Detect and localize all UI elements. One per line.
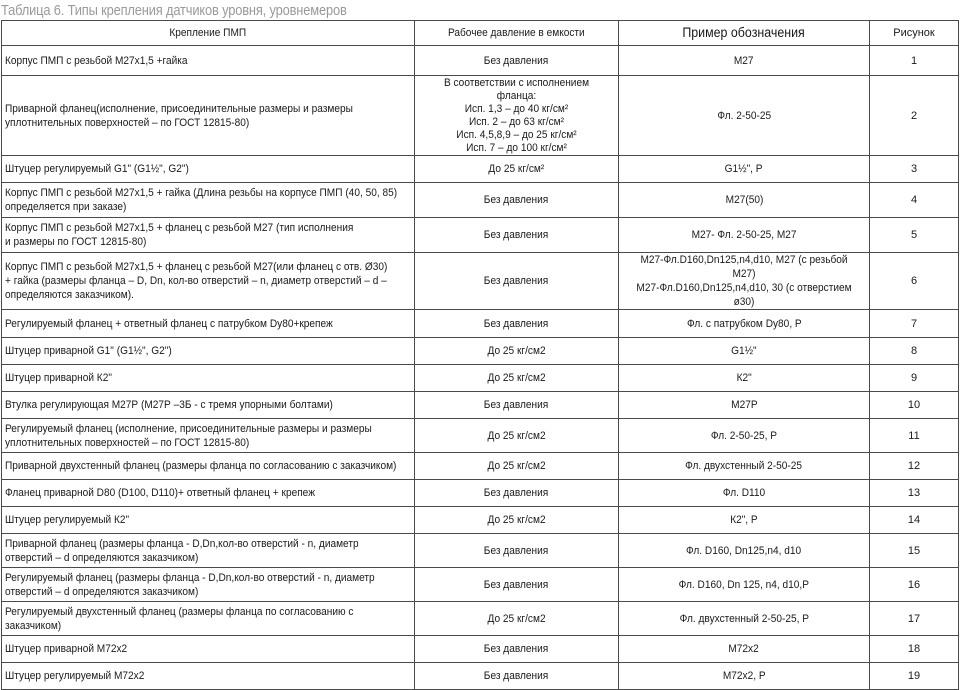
table-row bbox=[2, 568, 959, 602]
table-row bbox=[2, 76, 959, 156]
cell-pressure-line: Без давления bbox=[484, 544, 549, 557]
cell-figure-value: 9 bbox=[910, 372, 918, 384]
cell-pressure bbox=[415, 183, 619, 218]
cell-mount bbox=[2, 419, 415, 453]
cell-example-line: Фл. 2-50-25, Р bbox=[710, 429, 778, 442]
cell-figure bbox=[870, 365, 959, 392]
cell-example bbox=[619, 636, 870, 663]
cell-figure-value: 3 bbox=[910, 163, 918, 175]
cell-pressure-line: Без давления bbox=[484, 487, 549, 499]
cell-mount-line: Корпус ПМП с резьбой М27х1,5 + фланец с резьбой М27 (тип исполнения bbox=[5, 222, 354, 234]
table-row bbox=[2, 507, 959, 534]
cell-mount-line: Приварной двухстенный фланец (размеры фланца по согласованию с заказчиком) bbox=[5, 460, 397, 472]
cell-figure bbox=[870, 568, 959, 602]
cell-mount bbox=[2, 365, 415, 392]
cell-mount bbox=[2, 310, 415, 338]
cell-example-line: М27 bbox=[734, 54, 754, 67]
cell-example-line: Фл. D160, Dn 125, n4, d10,Р bbox=[678, 578, 810, 591]
cell-figure-value: 6 bbox=[910, 275, 918, 287]
cell-mount-line: уплотнительных поверхностей – по ГОСТ 12815-80) bbox=[5, 116, 250, 129]
cell-pressure-line: Без давления bbox=[484, 578, 549, 591]
table-row bbox=[2, 46, 959, 76]
cell-figure-value: 4 bbox=[910, 194, 918, 206]
cell-example bbox=[619, 46, 870, 76]
cell-mount bbox=[2, 507, 415, 534]
cell-figure bbox=[870, 602, 959, 636]
cell-pressure-line: Без давления bbox=[484, 229, 549, 241]
table-row bbox=[2, 156, 959, 183]
cell-mount-line: уплотнительных поверхностей – по ГОСТ 12815-80) bbox=[5, 436, 250, 449]
cell-mount-line: Корпус ПМП с резьбой М27х1,5 +гайка bbox=[5, 54, 188, 67]
cell-mount-line: Втулка регулирующая М27Р (М27Р –3Б - с тремя упорными болтами) bbox=[5, 399, 333, 411]
cell-figure bbox=[870, 480, 959, 507]
cell-figure-value: 1 bbox=[910, 54, 918, 67]
table-row bbox=[2, 338, 959, 365]
cell-mount bbox=[2, 534, 415, 568]
cell-figure-value: 19 bbox=[907, 670, 921, 682]
cell-example-line: G1½", Р bbox=[725, 163, 763, 175]
cell-example bbox=[619, 480, 870, 507]
cell-mount-line: Штуцер приварной К2" bbox=[5, 372, 112, 384]
cell-pressure bbox=[415, 253, 619, 310]
cell-mount-line: Приварной фланец(исполнение, присоединительные размеры и размеры bbox=[5, 102, 353, 115]
header-mount: Крепление ПМП bbox=[2, 21, 415, 46]
cell-mount-line: Регулируемый фланец + ответный фланец с патрубком Dy80+крепеж bbox=[5, 317, 333, 330]
cell-pressure bbox=[415, 218, 619, 253]
cell-mount bbox=[2, 338, 415, 365]
table-body bbox=[2, 46, 959, 690]
cell-mount bbox=[2, 636, 415, 663]
cell-example-line: Фл. 2-50-25 bbox=[717, 109, 771, 122]
cell-figure bbox=[870, 156, 959, 183]
cell-figure bbox=[870, 218, 959, 253]
cell-example-line: М27Р bbox=[730, 399, 758, 411]
cell-mount-line: Регулируемый фланец (размеры фланца - D,Dn,кол-во отверстий - n, диаметр bbox=[5, 571, 375, 584]
mounting-types-table bbox=[1, 20, 959, 690]
cell-example bbox=[619, 392, 870, 419]
cell-figure bbox=[870, 338, 959, 365]
cell-pressure bbox=[415, 636, 619, 663]
cell-mount-line: и размеры по ГОСТ 12815-80) bbox=[5, 236, 147, 248]
cell-pressure bbox=[415, 534, 619, 568]
cell-figure bbox=[870, 636, 959, 663]
cell-figure bbox=[870, 507, 959, 534]
cell-pressure-line: До 25 кг/см2 bbox=[487, 429, 546, 442]
cell-example-line: Фл. D160, Dn125,n4, d10 bbox=[686, 544, 802, 557]
cell-pressure-line: Без давления bbox=[484, 54, 549, 67]
cell-figure-value: 5 bbox=[910, 229, 918, 241]
cell-example-line: Фл. двухстенный 2-50-25, Р bbox=[679, 612, 809, 625]
cell-mount-line: определяются заказчиком). bbox=[5, 289, 134, 301]
table-row bbox=[2, 663, 959, 690]
cell-mount bbox=[2, 253, 415, 310]
cell-pressure-line: Исп. 2 – до 63 кг/см² bbox=[468, 115, 565, 128]
cell-figure bbox=[870, 253, 959, 310]
cell-example bbox=[619, 663, 870, 690]
cell-mount bbox=[2, 218, 415, 253]
cell-mount-line: отверстий – d определяются заказчиком) bbox=[5, 551, 199, 564]
cell-figure bbox=[870, 663, 959, 690]
cell-mount-line: заказчиком) bbox=[5, 619, 62, 632]
cell-mount-line: Приварной фланец (размеры фланца - D,Dn,кол-во отверстий - n, диаметр bbox=[5, 537, 359, 550]
cell-example bbox=[619, 507, 870, 534]
cell-figure bbox=[870, 453, 959, 480]
cell-pressure-line: В соответствии с исполнением фланца: bbox=[443, 76, 590, 102]
cell-pressure bbox=[415, 338, 619, 365]
cell-pressure bbox=[415, 602, 619, 636]
table-row bbox=[2, 419, 959, 453]
table-caption: Таблица 6. Типы крепления датчиков уровня, уровнемеров bbox=[1, 2, 347, 19]
table-row bbox=[2, 218, 959, 253]
cell-mount bbox=[2, 392, 415, 419]
cell-figure-value: 2 bbox=[910, 109, 918, 122]
cell-mount-line: Регулируемый двухстенный фланец (размеры фланца по согласованию с bbox=[5, 605, 354, 618]
cell-mount-line: Корпус ПМП с резьбой М27х1,5 + гайка (Длина резьбы на корпусе ПМП (40, 50, 85) bbox=[5, 187, 398, 199]
cell-figure bbox=[870, 183, 959, 218]
cell-mount bbox=[2, 663, 415, 690]
cell-figure-value: 7 bbox=[910, 317, 918, 330]
table-row bbox=[2, 636, 959, 663]
header-example: Пример обозначения bbox=[619, 21, 870, 46]
cell-example bbox=[619, 218, 870, 253]
cell-pressure-line: До 25 кг/см2 bbox=[487, 460, 546, 472]
cell-mount-line: + гайка (размеры фланца – D, Dn, кол-во отверстий – n, диаметр отверстий – d – bbox=[5, 275, 387, 287]
cell-example-line: К2", Р bbox=[730, 514, 758, 526]
cell-example-line: М27- Фл. 2-50-25, М27 bbox=[691, 229, 797, 241]
table-row bbox=[2, 453, 959, 480]
cell-mount bbox=[2, 76, 415, 156]
cell-pressure-line: До 25 кг/см2 bbox=[487, 612, 546, 625]
table-row bbox=[2, 183, 959, 218]
cell-figure-value: 13 bbox=[907, 487, 921, 499]
cell-mount bbox=[2, 602, 415, 636]
cell-mount bbox=[2, 568, 415, 602]
cell-example bbox=[619, 365, 870, 392]
cell-pressure-line: Без давления bbox=[484, 194, 549, 206]
cell-example bbox=[619, 183, 870, 218]
cell-mount-line: определяется при заказе) bbox=[5, 201, 127, 213]
cell-figure bbox=[870, 76, 959, 156]
cell-mount-line: Штуцер регулируемый К2" bbox=[5, 514, 130, 526]
table-row bbox=[2, 602, 959, 636]
cell-example-line: К2" bbox=[736, 372, 752, 384]
cell-pressure bbox=[415, 76, 619, 156]
cell-figure-value: 10 bbox=[907, 399, 921, 411]
cell-figure-value: 14 bbox=[907, 514, 921, 526]
cell-mount-line: отверстий – d определяются заказчиком) bbox=[5, 585, 199, 598]
cell-pressure-line: До 25 кг/см2 bbox=[487, 372, 546, 384]
cell-mount bbox=[2, 46, 415, 76]
cell-pressure-line: Без давления bbox=[484, 643, 549, 655]
cell-figure-value: 17 bbox=[907, 612, 921, 625]
cell-example-line: М72х2 bbox=[728, 643, 760, 655]
cell-pressure-line: Без давления bbox=[484, 275, 549, 287]
cell-pressure bbox=[415, 453, 619, 480]
cell-example bbox=[619, 310, 870, 338]
cell-pressure-line: До 25 кг/см2 bbox=[487, 514, 546, 526]
cell-mount-line: Штуцер приварной М72х2 bbox=[5, 643, 128, 655]
cell-mount-line: Корпус ПМП с резьбой М27х1,5 + фланец с резьбой М27(или фланец с отв. Ø30) bbox=[5, 261, 388, 273]
cell-pressure-line: До 25 кг/см2 bbox=[487, 345, 546, 357]
cell-mount-line: Штуцер регулируемый G1" (G1½", G2") bbox=[5, 163, 189, 175]
cell-example-line: Фл. с патрубком Dy80, Р bbox=[686, 317, 802, 330]
cell-example bbox=[619, 419, 870, 453]
cell-pressure bbox=[415, 310, 619, 338]
cell-example-line: М27-Фл.D160,Dn125,n4,d10, 30 (с отверстием ø30) bbox=[636, 282, 852, 308]
cell-pressure bbox=[415, 663, 619, 690]
cell-mount-line: Регулируемый фланец (исполнение, присоединительные размеры и размеры bbox=[5, 422, 372, 435]
cell-pressure-line: Исп. 7 – до 100 кг/см² bbox=[466, 141, 567, 154]
cell-example bbox=[619, 453, 870, 480]
cell-figure bbox=[870, 534, 959, 568]
cell-pressure-line: Исп. 1,3 – до 40 кг/см² bbox=[464, 102, 569, 115]
table-row bbox=[2, 310, 959, 338]
cell-example-line: М72х2, Р bbox=[722, 670, 766, 682]
cell-pressure bbox=[415, 507, 619, 534]
cell-figure bbox=[870, 46, 959, 76]
table-row bbox=[2, 534, 959, 568]
cell-figure bbox=[870, 419, 959, 453]
cell-example bbox=[619, 156, 870, 183]
table-row bbox=[2, 365, 959, 392]
cell-figure bbox=[870, 310, 959, 338]
cell-pressure bbox=[415, 568, 619, 602]
cell-mount-line: Штуцер регулируемый М72х2 bbox=[5, 670, 145, 682]
table-row bbox=[2, 253, 959, 310]
cell-example-line: М27-Фл.D160,Dn125,n4,d10, М27 (с резьбой М27) bbox=[640, 254, 848, 280]
cell-pressure-line: Без давления bbox=[484, 317, 549, 330]
cell-pressure bbox=[415, 46, 619, 76]
cell-mount bbox=[2, 183, 415, 218]
cell-pressure-line: До 25 кг/см² bbox=[488, 163, 545, 175]
cell-pressure-line: Без давления bbox=[484, 399, 549, 411]
cell-example bbox=[619, 534, 870, 568]
cell-pressure bbox=[415, 392, 619, 419]
cell-figure-value: 15 bbox=[907, 544, 921, 557]
cell-figure-value: 18 bbox=[907, 643, 921, 655]
cell-example bbox=[619, 338, 870, 365]
cell-figure-value: 16 bbox=[907, 578, 921, 591]
cell-example-line: Фл. D110 bbox=[722, 487, 766, 499]
cell-example-line: Фл. двухстенный 2-50-25 bbox=[685, 460, 803, 472]
cell-example-line: G1½" bbox=[731, 345, 757, 357]
table-row bbox=[2, 480, 959, 507]
cell-mount-line: Фланец приварной D80 (D100, D110)+ ответный фланец + крепеж bbox=[5, 487, 315, 499]
cell-example bbox=[619, 602, 870, 636]
cell-figure-value: 8 bbox=[910, 345, 918, 357]
header-pressure: Рабочее давление в емкости bbox=[415, 21, 619, 46]
cell-mount bbox=[2, 453, 415, 480]
cell-pressure bbox=[415, 419, 619, 453]
cell-figure-value: 12 bbox=[907, 460, 921, 472]
cell-pressure-line: Без давления bbox=[484, 670, 549, 682]
header-figure: Рисунок bbox=[870, 21, 959, 46]
cell-pressure bbox=[415, 480, 619, 507]
cell-example bbox=[619, 568, 870, 602]
table-row bbox=[2, 392, 959, 419]
cell-example bbox=[619, 76, 870, 156]
cell-pressure-line: Исп. 4,5,8,9 – до 25 кг/см² bbox=[456, 128, 577, 141]
cell-mount bbox=[2, 156, 415, 183]
table-header-row bbox=[2, 21, 959, 46]
cell-figure-value: 11 bbox=[908, 429, 920, 442]
cell-pressure bbox=[415, 156, 619, 183]
cell-pressure bbox=[415, 365, 619, 392]
cell-figure bbox=[870, 392, 959, 419]
cell-mount-line: Штуцер приварной G1" (G1½", G2") bbox=[5, 345, 172, 357]
cell-example-line: М27(50) bbox=[725, 194, 763, 206]
cell-example bbox=[619, 253, 870, 310]
cell-mount bbox=[2, 480, 415, 507]
